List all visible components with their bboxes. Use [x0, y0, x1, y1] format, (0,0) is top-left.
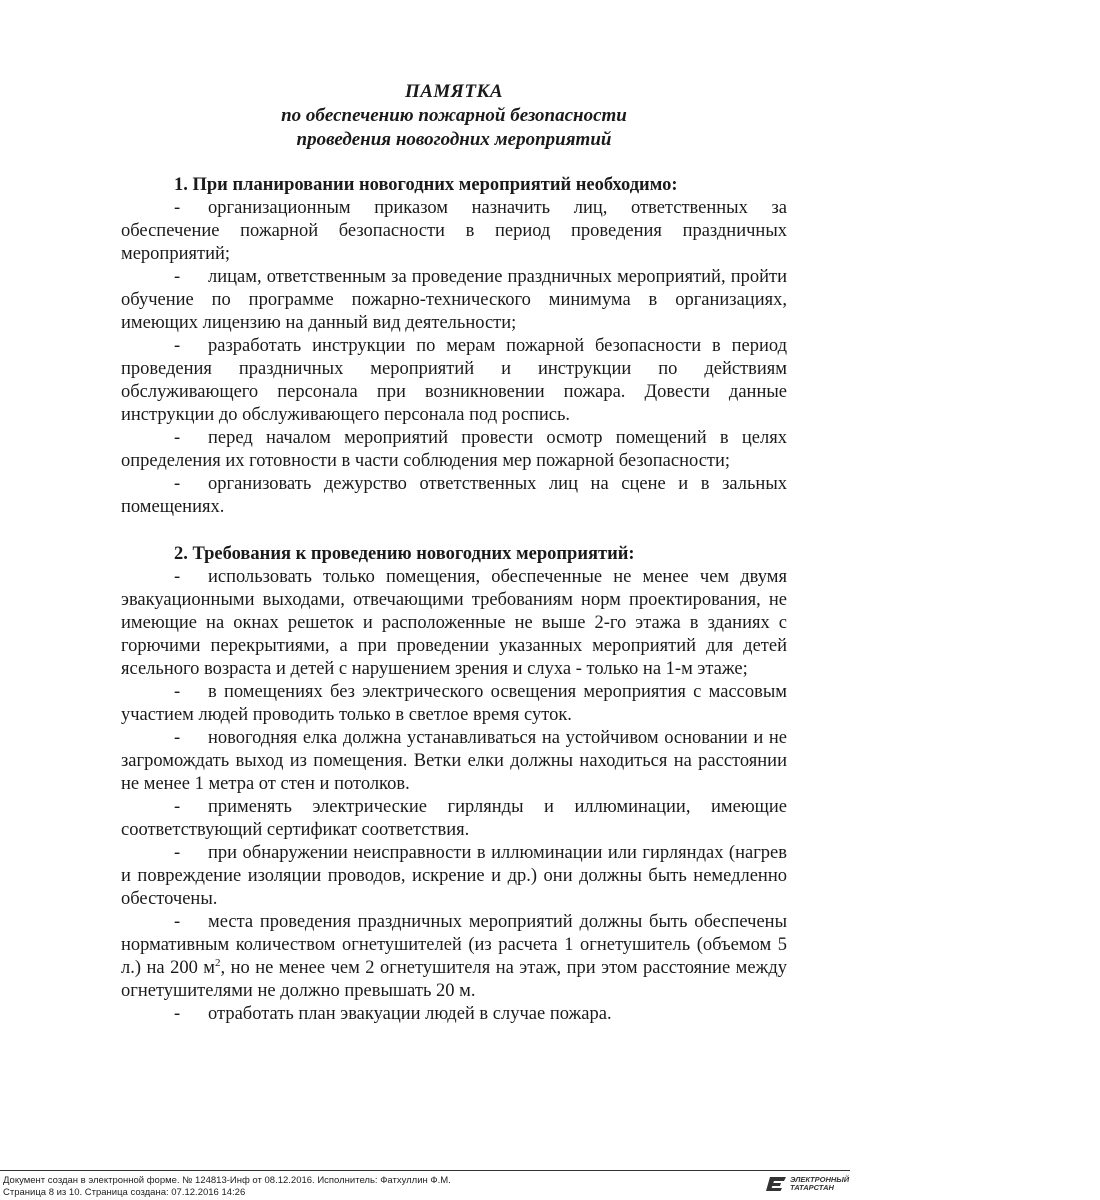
list-item: - перед началом мероприятий провести осмотр помещений в целях определения их готовности в части соблюдения мер пожарной безопасности; — [121, 428, 787, 471]
list-dash: - — [174, 797, 181, 817]
list-item: - места проведения праздничных мероприятий должны быть обеспечены нормативным количеством огнетушителей (из расчета 1 огнетушитель (объемом 5 л.) на 200 $м^2$, но не менее чем 2 огнетушителя на этаж, при этом расстояние между огнетушителями не должно превышать 20 м. — [121, 912, 788, 1001]
list-dash: - — [174, 843, 181, 863]
list-dash: - — [174, 267, 181, 287]
footer-line-1: Документ создан в электронной форме. № 124813-Инф от 08.12.2016. Исполнитель: Фатхуллин Ф.М. — [3, 1175, 451, 1186]
document-title: ПАМЯТКА — [404, 81, 504, 102]
superscript: 2 — [215, 956, 221, 969]
list-dash: - — [174, 567, 181, 587]
list-dash: - — [174, 336, 181, 356]
logo-text-line-2: ТАТАРСТАН — [790, 1183, 834, 1192]
list-item: - организовать дежурство ответственных лиц на сцене и в зальных помещениях. — [121, 474, 787, 517]
document-subtitle-2: проведения новогодних мероприятий — [296, 129, 612, 150]
footer-divider — [0, 1170, 850, 1171]
document-body — [121, 174, 787, 1026]
list-dash: - — [174, 198, 181, 218]
list-item: - в помещениях без электрического освещения мероприятия с массовым участием людей проводить только в светлое время суток. — [121, 682, 787, 725]
title-block — [0, 80, 908, 152]
list-dash: - — [174, 728, 181, 748]
list-item: - использовать только помещения, обеспеченные не менее чем двумя эвакуационными выходами, отвечающими требованиям норм проектирования, не имеющие на окнах решеток и расположенные не выше 2-го этажа в зданиях с горючими перекрытиями, а при проведении указанных мероприятий для детей ясельного возраста и детей с нарушением зрения и слуха - только на 1-м этаже; — [121, 567, 787, 679]
logo-icon — [765, 1176, 787, 1192]
list-item: - применять электрические гирлянды и иллюминации, имеющие соответствующий сертификат соответствия. — [121, 797, 787, 840]
section-2-heading: 2. Требования к проведению новогодних мероприятий: — [174, 544, 635, 564]
list-item: - новогодняя елка должна устанавливаться на устойчивом основании и не загромождать выход из помещения. Ветки елки должны находиться на расстоянии не менее 1 метра от стен и потолков. — [121, 728, 787, 794]
list-dash: - — [174, 682, 181, 702]
electronic-tatarstan-logo — [765, 1176, 849, 1192]
list-dash: - — [174, 474, 181, 494]
list-item: - разработать инструкции по мерам пожарной безопасности в период проведения праздничных мероприятий и инструкции по действиям обслуживающего персонала при возникновении пожара. Довести данные инструкции до обслуживающего персонала под роспись. — [121, 336, 787, 425]
list-item: - при обнаружении неисправности в иллюминации или гирляндах (нагрев и повреждение изоляции проводов, искрение и др.) они должны быть немедленно обесточены. — [121, 843, 787, 909]
list-item: - отработать план эвакуации людей в случае пожара. — [174, 1004, 612, 1024]
footer-text — [3, 1175, 451, 1199]
document-subtitle-1: по обеспечению пожарной безопасности — [281, 105, 627, 126]
list-dash: - — [174, 912, 181, 932]
list-dash: - — [174, 428, 181, 448]
footer-line-2: Страница 8 из 10. Страница создана: 07.12.2016 14:26 — [3, 1187, 246, 1198]
section-gap — [121, 519, 787, 543]
list-item: - организационным приказом назначить лиц, ответственных за обеспечение пожарной безопасности в период проведения праздничных мероприятий; — [121, 198, 787, 264]
list-dash: - — [174, 1004, 181, 1024]
list-item: - лицам, ответственным за проведение праздничных мероприятий, пройти обучение по программе пожарно-технического минимума в организациях, имеющих лицензию на данный вид деятельности; — [121, 267, 787, 333]
logo-text-line-1: ЭЛЕКТРОННЫЙ — [790, 1175, 850, 1184]
section-1-heading: 1. При планировании новогодних мероприятий необходимо: — [174, 175, 678, 195]
